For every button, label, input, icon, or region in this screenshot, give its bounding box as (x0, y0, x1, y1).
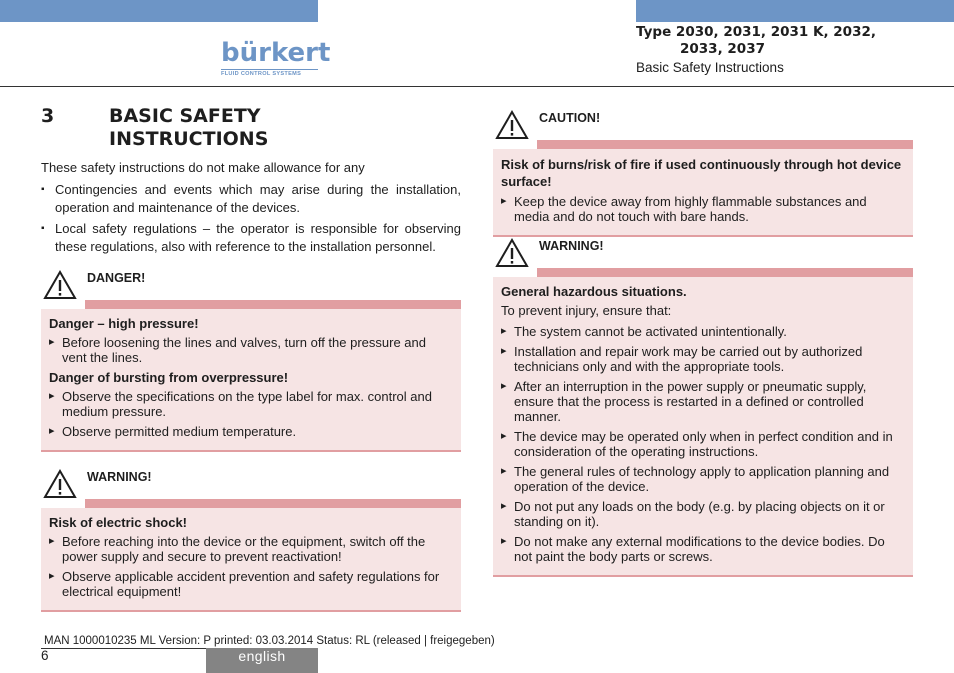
warning-triangle-icon (43, 270, 77, 300)
document-type-line-1: Type 2030, 2031, 2031 K, 2032, (636, 24, 876, 40)
intro-text: These safety instructions do not make allowance for any (41, 160, 365, 175)
brand-name: bürkert (221, 38, 331, 68)
warning-electric-list (49, 534, 453, 599)
list-item: ▸ The system cannot be activated unintentionally. (501, 324, 905, 339)
warning-general-heading: General hazardous situations. (501, 284, 687, 299)
warning-electric-body (41, 508, 461, 612)
list-item: ▸ The general rules of technology apply to application planning and operation of the device. (501, 464, 905, 494)
warning-electric-band (85, 499, 461, 508)
warning-electric-box (41, 469, 461, 612)
caution-body (493, 149, 913, 237)
intro-bullet: ▪ Local safety regulations – the operator is responsible for observing these regulations, also with reference to the installation personnel. (41, 220, 461, 256)
brand-logo (221, 38, 331, 80)
warning-general-box (493, 238, 913, 577)
header-bar-left (0, 0, 318, 22)
danger-heading-2: Danger of bursting from overpressure! (49, 370, 289, 385)
warning-general-signal (493, 238, 913, 268)
warning-general-signal-word: WARNING! (539, 239, 604, 253)
list-item: ▸ Keep the device away from highly flammable substances and media and do not touch with bare hands. (501, 194, 905, 224)
danger-band (85, 300, 461, 309)
brand-tagline: FLUID CONTROL SYSTEMS (221, 71, 302, 77)
danger-body (41, 309, 461, 452)
warning-electric-signal-word: WARNING! (87, 470, 152, 484)
warning-electric-signal (41, 469, 461, 499)
list-item: ▸ Before reaching into the device or the equipment, switch off the power supply and secure to prevent reactivation! (49, 534, 453, 564)
list-item: ▸ Observe the specifications on the type label for max. control and medium pressure. (49, 389, 453, 419)
caution-signal-word: CAUTION! (539, 111, 601, 125)
intro-bullet-list (41, 181, 461, 256)
danger-list-1 (49, 335, 453, 365)
warning-general-list (501, 324, 905, 564)
list-item: ▸ After an interruption in the power supply or pneumatic supply, ensure that the process is restarted in a defined or controlled manner. (501, 379, 905, 424)
list-item: ▸ Observe applicable accident prevention and safety regulations for electrical equipment! (49, 569, 453, 599)
list-item: ▸ Do not make any external modifications to the device bodies. Do not paint the body parts or screws. (501, 534, 905, 564)
intro-bullet: ▪ Contingencies and events which may arise during the installation, operation and maintenance of the devices. (41, 181, 461, 217)
header-divider (0, 86, 954, 87)
list-item: ▸ Installation and repair work may be carried out by authorized technicians only and with the appropriate tools. (501, 344, 905, 374)
document-info: MAN 1000010235 ML Version: P printed: 03.03.2014 Status: RL (released | freigegeben) (44, 635, 495, 647)
warning-triangle-icon (495, 110, 529, 140)
warning-general-body (493, 277, 913, 577)
list-item: ▸ Before loosening the lines and valves, turn off the pressure and vent the lines. (49, 335, 453, 365)
warning-general-band (537, 268, 913, 277)
chapter-number: 3 (41, 105, 55, 127)
danger-list-2 (49, 389, 453, 439)
caution-signal (493, 110, 913, 140)
warning-triangle-icon (495, 238, 529, 268)
list-item: ▸ The device may be operated only when in perfect condition and in consideration of the operating instructions. (501, 429, 905, 459)
brand-rule (221, 69, 318, 70)
warning-electric-heading: Risk of electric shock! (49, 515, 187, 530)
danger-box (41, 270, 461, 452)
language-tab: english (206, 648, 318, 673)
chapter-title: BASIC SAFETY INSTRUCTIONS (109, 105, 269, 150)
page-number: 6 (41, 648, 49, 663)
list-item: ▸ Observe permitted medium temperature. (49, 424, 453, 439)
document-type (636, 24, 876, 58)
danger-heading-1: Danger – high pressure! (49, 316, 199, 331)
caution-list (501, 194, 905, 224)
header-bar-right (636, 0, 954, 22)
caution-box (493, 110, 913, 237)
intro-section (41, 159, 461, 259)
caution-heading: Risk of burns/risk of fire if used continuously through hot device surface! (501, 157, 902, 189)
caution-band (537, 140, 913, 149)
danger-signal-word: DANGER! (87, 271, 146, 285)
header-section-title: Basic Safety Instructions (636, 60, 784, 75)
warning-general-intro: To prevent injury, ensure that: (501, 303, 672, 318)
warning-triangle-icon (43, 469, 77, 499)
document-type-line-2: 2033, 2037 (680, 41, 765, 57)
danger-signal (41, 270, 461, 300)
list-item: ▸ Do not put any loads on the body (e.g. by placing objects on it or standing on it). (501, 499, 905, 529)
